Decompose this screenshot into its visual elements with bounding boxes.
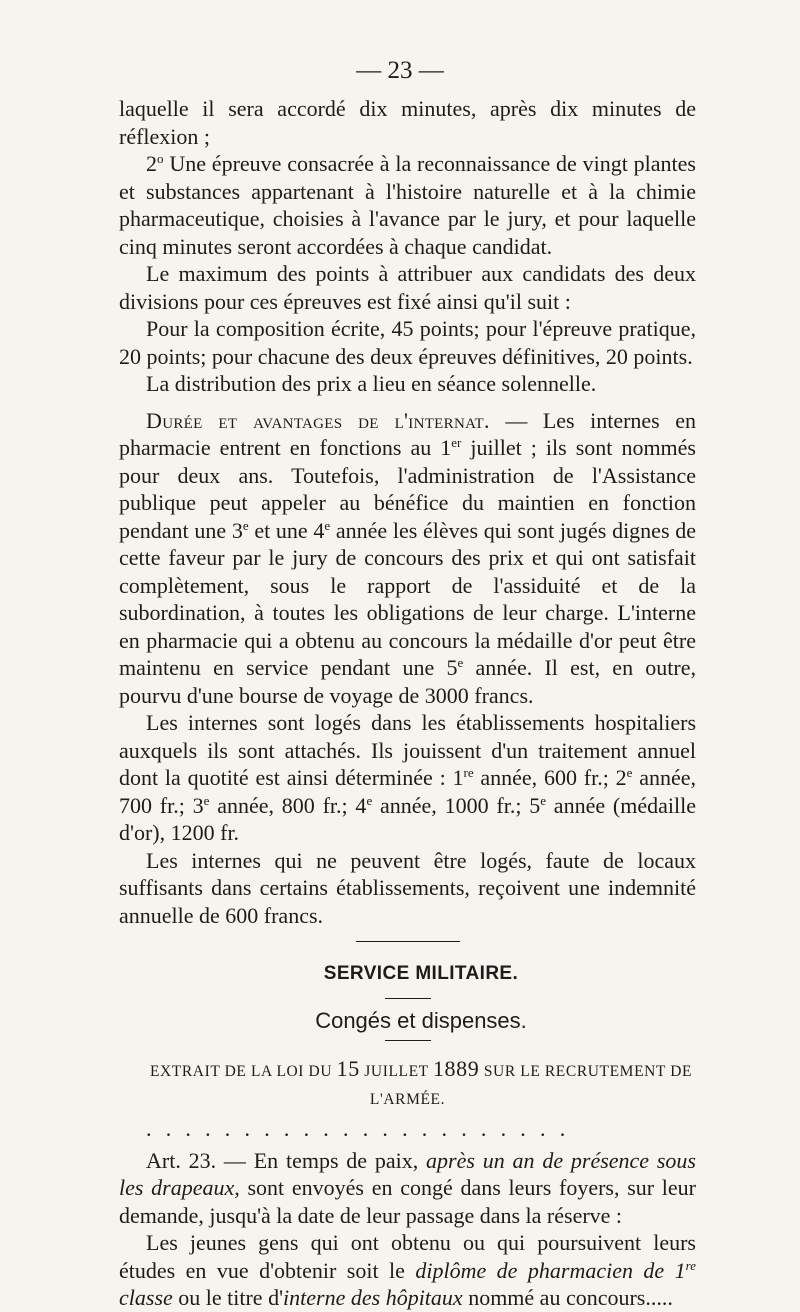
paragraph-indemnite: Les internes qui ne peuvent être logés, faute de locaux suffisants dans certains établissements, reçoivent une indemnité annuelle de 600 francs. bbox=[119, 847, 696, 928]
body-text bbox=[119, 95, 696, 1312]
paragraph-maximum-points: Le maximum des points à attribuer aux candidats des deux divisions pour ces épreuves est fixé ainsi qu'il suit : bbox=[119, 261, 696, 314]
section-divider bbox=[356, 941, 460, 942]
subsection-title-conges: Congés et dispenses. bbox=[315, 1007, 527, 1033]
page-number: — 23 — bbox=[356, 57, 444, 84]
paragraph-continuation: laquelle il sera accordé dix minutes, après dix minutes de réflexion ; bbox=[119, 96, 696, 149]
paragraph-points-detail: Pour la composition écrite, 45 points; pour l'épreuve pratique, 20 points; pour chacune des deux épreuves définitives, 20 points. bbox=[119, 316, 696, 369]
ellipsis-dot-leader: ...................... bbox=[146, 1116, 580, 1141]
paragraph-article-23: Art. 23. — En temps de paix, après un an de présence sous les drapeaux, sont envoyés en congé dans leurs foyers, sur leur demande, jusqu'à la date de leur passage dans la réserve : bbox=[119, 1147, 697, 1228]
section-title-service-militaire: SERVICE MILITAIRE. bbox=[323, 963, 519, 984]
paragraph-jeunes-gens: Les jeunes gens qui ont obtenu ou qui poursuivent leurs études en vue d'obtenir soit le diplôme de pharmacien de 1re classe ou le titre d'interne des hôpitaux nommé au concours..... bbox=[119, 1230, 696, 1310]
section-heading-internat: Durée et avantages de l'internat. bbox=[146, 407, 490, 433]
paragraph-second-epreuve: 2$^o$ Une épreuve consacrée à la reconnaissance de vingt plantes et substances appartenant à l'histoire naturelle et à la chimie pharmaceutique, choisies à l'avance par le jury, et pour laquelle cinq minutes seront accordées à chaque candidat. bbox=[119, 151, 696, 259]
paragraph-distribution: La distribution des prix a lieu en séance solennelle. bbox=[146, 371, 597, 396]
law-extract-heading: EXTRAIT DE LA LOI DU 15 JUILLET 1889 SUR LE RECRUTEMENT DE L'ARMÉE. bbox=[149, 1056, 693, 1108]
title-divider bbox=[385, 998, 431, 999]
paragraph-logement: Les internes sont logés dans les établissements hospitaliers auxquels ils sont attachés. Ils jouissent d'un traitement annuel dont la quotité est ainsi déterminée : 1re année, 600 fr.; 2e année, 700 fr.; 3e année, 800 fr.; 4e année, 1000 fr.; 5e année (médaille d'or), 1200 fr. bbox=[119, 710, 696, 845]
paragraph-internat: Durée et avantages de l'internat. — Les internes en pharmacie entrent en fonctions au 1er juillet ; ils sont nommés pour deux ans. Toutefois, l'administration de l'Assistance publique peut appeler au bénéfice du maintien en fonction pendant une 3e et une 4e année les élèves qui sont jugés dignes de cette faveur par le jury de concours des prix et qui ont satisfait complètement, sous le rapport de l'assiduité et de la subordination, à toutes les obligations de leur charge. L'interne en pharmacie qui a obtenu au concours la médaille d'or peut être maintenu en service pendant une 5e année. Il est, en outre, pourvu d'une bourse de voyage de 3000 francs. bbox=[119, 407, 696, 708]
subtitle-divider bbox=[385, 1040, 431, 1041]
